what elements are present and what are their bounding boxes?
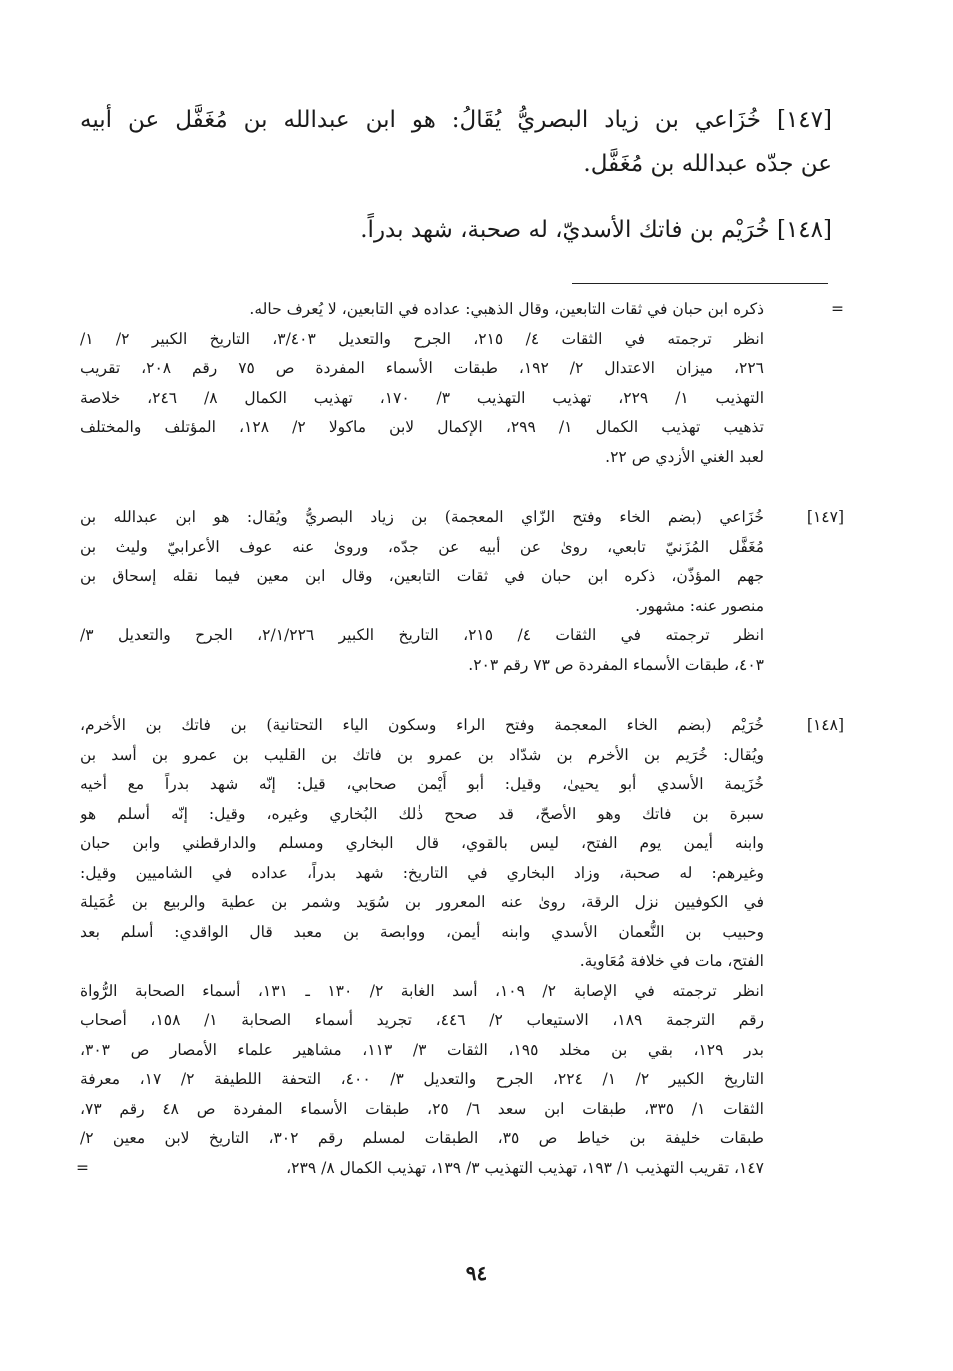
footnote-line: ٤٠٣، طبقات الأسماء المفردة ص ٧٣ رقم ٢٠٣.	[468, 655, 764, 674]
main-entry-147-line: عن جدّه عبدالله بن مُغَفَّل.	[583, 151, 832, 177]
footnote-line: انظر ترجمته في الثقات ٤/ ٢١٥، التاريخ الكبير ٢/١/٢٢٦، الجرح والتعديل ٣/	[80, 626, 764, 644]
main-entry-147-line: [١٤٧] خُزَاعي بن زياد البصريُّ يُقَالُ: هو ابن عبدالله بن مُغَفَّل عن أبيه	[80, 107, 832, 133]
footnote-line: انظر ترجمته في الإصابة ٢/ ١٠٩، أسد الغابة ٢/ ١٣٠ ـ ١٣١، أسماء الصحابة الرُّواة	[80, 981, 764, 1000]
footnote-line: في الكوفيين نزل الرقة، روىٰ عنه المعرور بن سُوَيد وشمر بن عطية والربيع بن عُمَيلة	[80, 893, 764, 911]
footnote-line: الفتح، مات في خلافة مُعَاوية.	[579, 952, 764, 970]
footnote-line: سبرة بن فاتك وهو الأصحّ، قد صحح ذٰلك البُخاري وغيره، وقيل: إنّه أسلم هو	[80, 804, 764, 823]
footnote-147-body	[80, 503, 764, 680]
footnote-line: الثقات ١/ ٣٣٥، طبقات ابن سعد ٦/ ٢٥، طبقات الأسماء المفردة ص ٤٨ رقم ٧٣،	[80, 1099, 764, 1118]
footnote-line: خُرَيْم (بضم الخاء المعجمة وفتح الراء وسكون الياء التحتانية) بن فاتك بن الأخرم،	[80, 716, 764, 734]
main-entry-148	[80, 208, 832, 252]
footnote-separator	[572, 283, 828, 284]
footnote-line: وغيرهم: له صحبة، وزاد البخاري في التاريخ: شهد بدراً، عداده في الشاميين وقيل:	[80, 863, 764, 882]
footnote-line: طبقات خليفة بن خياط ص ٣٥، الطبقات لمسلم رقم ٣٠٢، التاريخ لابن معين ٢/	[80, 1129, 764, 1147]
footnote-line: مُغَفَّل المُزَنيّ تابعي، روىٰ عن أبيه عن جدّه، وروىٰ عنه عوف الأعرابيّ وليث بن	[80, 537, 764, 556]
continues-marker: =	[76, 1158, 89, 1177]
footnote-line: لعبد الغني الأزدي ص ٢٢.	[605, 447, 764, 466]
footnote-line: خُزَاعي (بضم الخاء وفتح الزّاي المعجمة) بن زياد البصريُّ ويُقال: هو ابن عبدالله بن	[80, 508, 764, 526]
footnote-line: خُزَيمة الأسدي أبو يحيىٰ، وقيل: أبو أَيْمن صحابي، قيل: إنّه شهد بدراً مع أخيه	[80, 775, 764, 793]
continuation-marker: =	[831, 300, 844, 318]
main-entry-147	[80, 98, 832, 186]
footnote-line: منصور عنه: مشهور.	[635, 596, 764, 615]
page-number: ٩٤	[465, 1261, 488, 1285]
footnote-line: وحبيب بن النُّعمان الأسدي وابنه أيمن، ووابصة بن معبد قال الواقدي: أسلم بعد	[80, 922, 764, 941]
footnote-line: ويُقال: خُرَيم بن الأخرم بن شدّاد بن عمرو بن فاتك بن القليب بن عمرو بن أسد بن	[80, 745, 764, 764]
footnote-marker: [١٤٨]	[806, 716, 844, 734]
footnote-line: ١٤٧، تقريب التهذيب ١/ ١٩٣، تهذيب التهذيب ٣/ ١٣٩، تهذيب الكمال ٨/ ٢٣٩،	[286, 1158, 764, 1177]
footnote-continuation-body	[80, 295, 764, 472]
main-entry-148-line: [١٤٨] خُرَيْم بن فاتك الأسديّ، له صحبة، شهد بدراً.	[360, 217, 832, 243]
footnote-line: بدر ١٢٩، بقي بن مخلد ١٩٥، الثقات ٣/ ١١٣، مشاهير علماء الأمصار ص ٣٠٣،	[80, 1040, 764, 1059]
footnote-line: جهم المؤذّن، ذكره ابن حبان في ثقات التابعين، وقال ابن معين فيما نقله إسحاق بن	[80, 567, 764, 585]
footnote-line: ٢٢٦، ميزان الاعتدال ٢/ ١٩٢، طبقات الأسماء المفردة ص ٧٥ رقم ٢٠٨، تقريب	[80, 359, 764, 377]
footnote-line: تذهيب تهذيب الكمال ١/ ٢٩٩، الإكمال لابن ماكولا ٢/ ١٢٨، المؤتلف والمختلف	[80, 418, 764, 436]
footnote-line: انظر ترجمته في الثقات ٤/ ٢١٥، الجرح والتعديل ٣/٤٠٣، التاريخ الكبير ٢/ ١/	[80, 329, 764, 348]
footnote-148-body	[76, 711, 764, 1183]
footnote-line: التاريخ الكبير ٢/ ١/ ٢٢٤، الجرح والتعديل ٣/ ٤٠٠، التحفة اللطيفة ٢/ ١٧، معرفة	[80, 1070, 764, 1088]
footnote-marker: [١٤٧]	[806, 508, 844, 526]
footnote-line: التهذيب ١/ ٢٢٩، تهذيب التهذيب ٣/ ١٧٠، تهذيب الكمال ٨/ ٢٤٦، خلاصة	[80, 388, 764, 407]
footnote-line: رقم الترجمة ١٨٩، الاستيعاب ٢/ ٤٤٦، تجريد أسماء الصحابة ١/ ١٥٨، أصحاب	[80, 1011, 764, 1029]
footnote-line: وابنه أيمن يوم الفتح، ليس بالقوي، قال البخاري ومسلم والدارقطني وابن حبان	[80, 834, 764, 852]
footnote-line: ذكره ابن حبان في ثقات التابعين، وقال الذهبي: عداده في التابعين، لا يُعرف حاله.	[249, 300, 764, 318]
